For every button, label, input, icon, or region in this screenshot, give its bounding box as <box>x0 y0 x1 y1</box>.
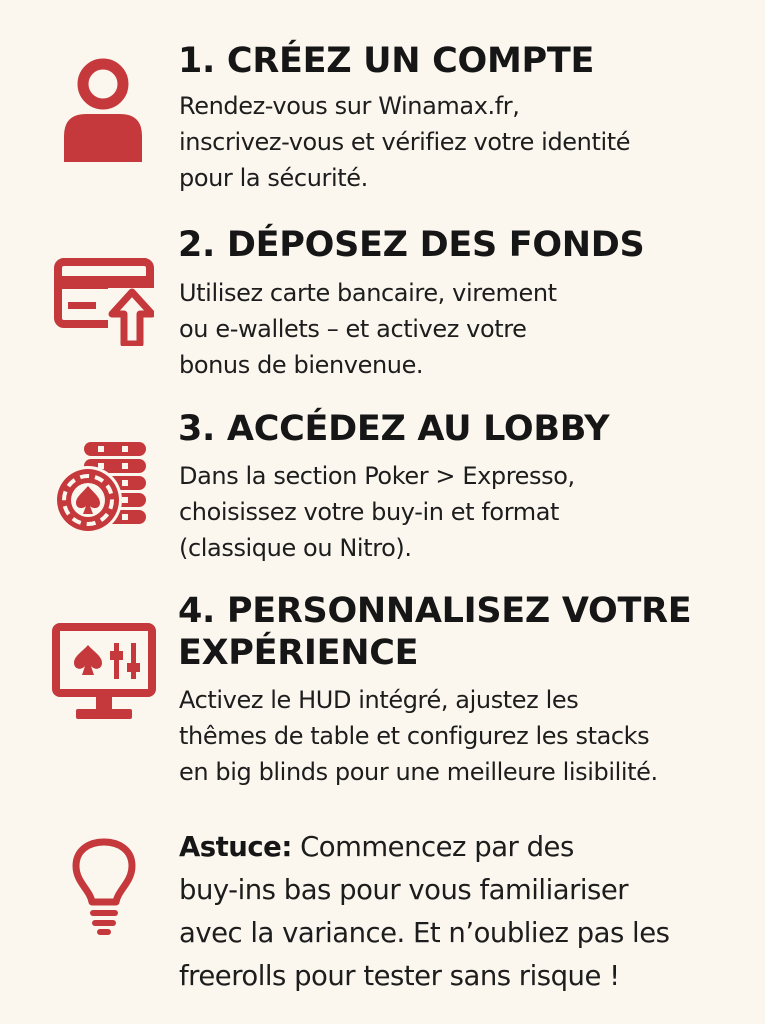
monitor-settings-icon <box>52 623 156 725</box>
step-3-text: Dans la section Poker > Expresso, choisissez votre buy-in et format (classique ou Nitro). <box>179 462 575 562</box>
user-icon <box>62 58 144 162</box>
poker-chips-icon <box>52 436 152 536</box>
tip-label: Astuce: <box>179 831 292 863</box>
credit-card-upload-icon <box>54 258 154 346</box>
tip-body: Commencez par des buy-ins bas pour vous familiariser avec la variance. Et n’oubliez pas les freerolls pour tester sans risque ! <box>179 831 670 992</box>
lightbulb-icon <box>72 838 136 936</box>
step-2-text: Utilisez carte bancaire, virement ou e-wallets – et activez votre bonus de bienvenue. <box>179 279 557 379</box>
step-3-title: 3. ACCÉDEZ AU LOBBY <box>178 409 610 449</box>
step-1-title: 1. CRÉEZ UN COMPTE <box>178 41 595 81</box>
step-2-title: 2. DÉPOSEZ DES FONDS <box>178 225 645 265</box>
tip-text <box>179 826 749 998</box>
step-1-text: Rendez-vous sur Winamax.fr, inscrivez-vous et vérifiez votre identité pour la sécurité. <box>179 92 631 192</box>
step-4-text: Activez le HUD intégré, ajustez les thêmes de table et configurez les stacks en big blinds pour une meilleure lisibilité. <box>179 686 658 786</box>
step-4-title: 4. PERSONNALISEZ VOTRE EXPÉRIENCE <box>178 591 692 673</box>
